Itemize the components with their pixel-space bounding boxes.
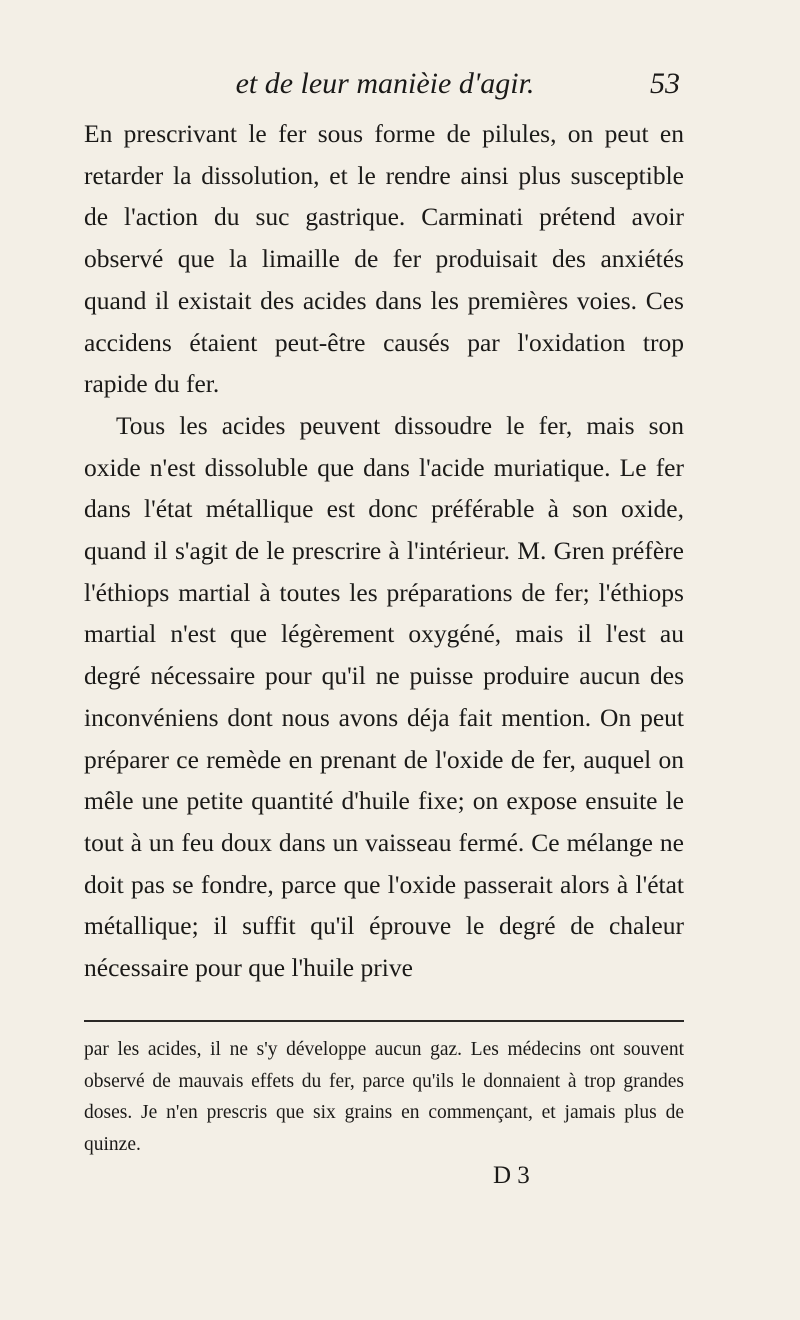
page-number: 53 [650, 67, 680, 100]
paragraph-1: En prescrivant le fer sous forme de pilules, on peut en retarder la dissolution, et le rendre ainsi plus susceptible de l'action du suc gastrique. Carminati prétend avoir observé que la limaille de fer produisait des anxiétés quand il existait des acides dans les premières voies. Ces accidens étaient peut-être causés par l'oxidation trop rapide du fer. [84, 119, 684, 399]
running-title: et de leur manièie d'agir. [235, 67, 535, 100]
main-text [84, 113, 684, 989]
footnote: par les acides, il ne s'y développe aucun gaz. Les médecins ont souvent observé de mauvais effets du fer, parce qu'ils le donnaient à trop grandes doses. Je n'en prescris que six grains en commençant, et jamais plus de quinze. [84, 1039, 684, 1155]
footnote-rule [84, 1020, 684, 1022]
running-head [90, 64, 680, 104]
paragraph-2: Tous les acides peuvent dissoudre le fer, mais son oxide n'est dissoluble que dans l'acide muriatique. Le fer dans l'état métallique est donc préférable à son oxide, quand il s'agit de le prescrire à l'intérieur. M. Gren préfère l'éthiops martial à toutes les préparations de fer; l'éthiops martial n'est que légèrement oxygéné, mais il l'est au degré nécessaire pour qu'il ne puisse produire aucun des inconvéniens dont nous avons déja fait mention. On peut préparer ce remède en prenant de l'oxide de fer, auquel on mêle une petite quantité d'huile fixe; on expose ensuite le tout à un feu doux dans un vaisseau fermé. Ce mélange ne doit pas se fondre, parce que l'oxide passerait alors à l'état métallique; il suffit qu'il éprouve le degré de chaleur nécessaire pour que l'huile prive [84, 410, 684, 983]
signature-mark: D 3 [493, 1162, 530, 1189]
